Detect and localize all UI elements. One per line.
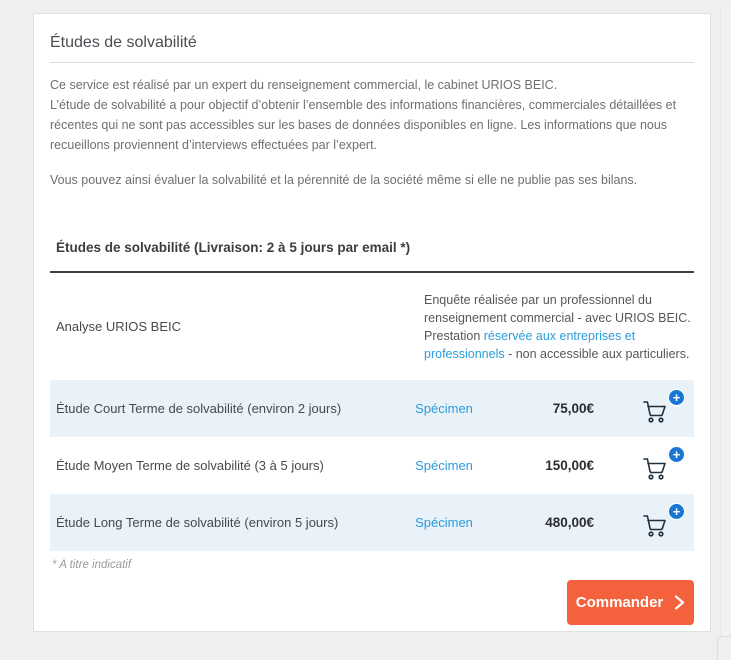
intro-text <box>50 75 694 190</box>
table-row-info <box>50 273 694 380</box>
order-button-label: Commander <box>575 594 664 611</box>
specimen-link[interactable]: Spécimen <box>415 458 473 473</box>
footnote: * A titre indicatif <box>52 559 132 571</box>
analysis-description <box>424 291 694 363</box>
products-table <box>50 273 694 551</box>
page-title: Études de solvabilité <box>50 34 197 51</box>
intro-line-2: L’étude de solvabilité a pour objectif d’obtenir l’ensemble des informations financières, commerciales détaillées et récentes qui ne sont pas accessibles sur les bases de données disponibles en ligne. Les informations que nous recueillons proviennent d’interviews effectuées par l’expert. <box>50 98 677 152</box>
reserved-professionals-link[interactable]: réservée aux entreprises et professionnels <box>424 328 636 361</box>
next-panel-corner <box>717 636 731 660</box>
cart-icon <box>642 400 668 424</box>
solvency-panel <box>33 13 711 632</box>
right-edge-panel <box>720 8 731 660</box>
cart-icon <box>642 514 668 538</box>
cart-plus-icon: + <box>668 446 685 463</box>
cart-plus-icon: + <box>668 503 685 520</box>
actions-bar <box>50 580 694 625</box>
chevron-right-icon <box>674 595 685 610</box>
add-to-cart-button[interactable] <box>642 447 682 485</box>
add-to-cart-button[interactable] <box>642 390 682 428</box>
product-label: Étude Moyen Terme de solvabilité (3 à 5 jours) <box>56 458 324 473</box>
intro-line-1: Ce service est réalisé par un expert du renseignement commercial, le cabinet URIOS BEIC. <box>50 78 558 92</box>
analysis-label: Analyse URIOS BEIC <box>56 319 181 334</box>
specimen-link[interactable]: Spécimen <box>415 401 473 416</box>
price: 75,00€ <box>552 401 594 416</box>
table-row-moyen-terme <box>50 437 694 494</box>
price: 150,00€ <box>545 458 594 473</box>
description-suffix: - non accessible aux particuliers. <box>504 346 690 361</box>
cart-plus-icon: + <box>668 389 685 406</box>
price: 480,00€ <box>545 515 594 530</box>
specimen-link[interactable]: Spécimen <box>415 515 473 530</box>
table-title: Études de solvabilité (Livraison: 2 à 5 jours par email *) <box>50 240 694 273</box>
add-to-cart-button[interactable] <box>642 504 682 542</box>
description-prefix: Enquête réalisée par un professionnel du renseignement commercial - avec URIOS BEIC. Prestation <box>424 292 691 343</box>
order-button[interactable] <box>567 580 694 625</box>
title-divider <box>50 62 694 63</box>
product-label: Étude Long Terme de solvabilité (environ 5 jours) <box>56 515 339 530</box>
intro-line-3: Vous pouvez ainsi évaluer la solvabilité et la pérennité de la société même si elle ne publie pas ses bilans. <box>50 173 638 187</box>
table-row-long-terme <box>50 494 694 551</box>
table-row-court-terme <box>50 380 694 437</box>
cart-icon <box>642 457 668 481</box>
product-label: Étude Court Terme de solvabilité (environ 2 jours) <box>56 401 342 416</box>
